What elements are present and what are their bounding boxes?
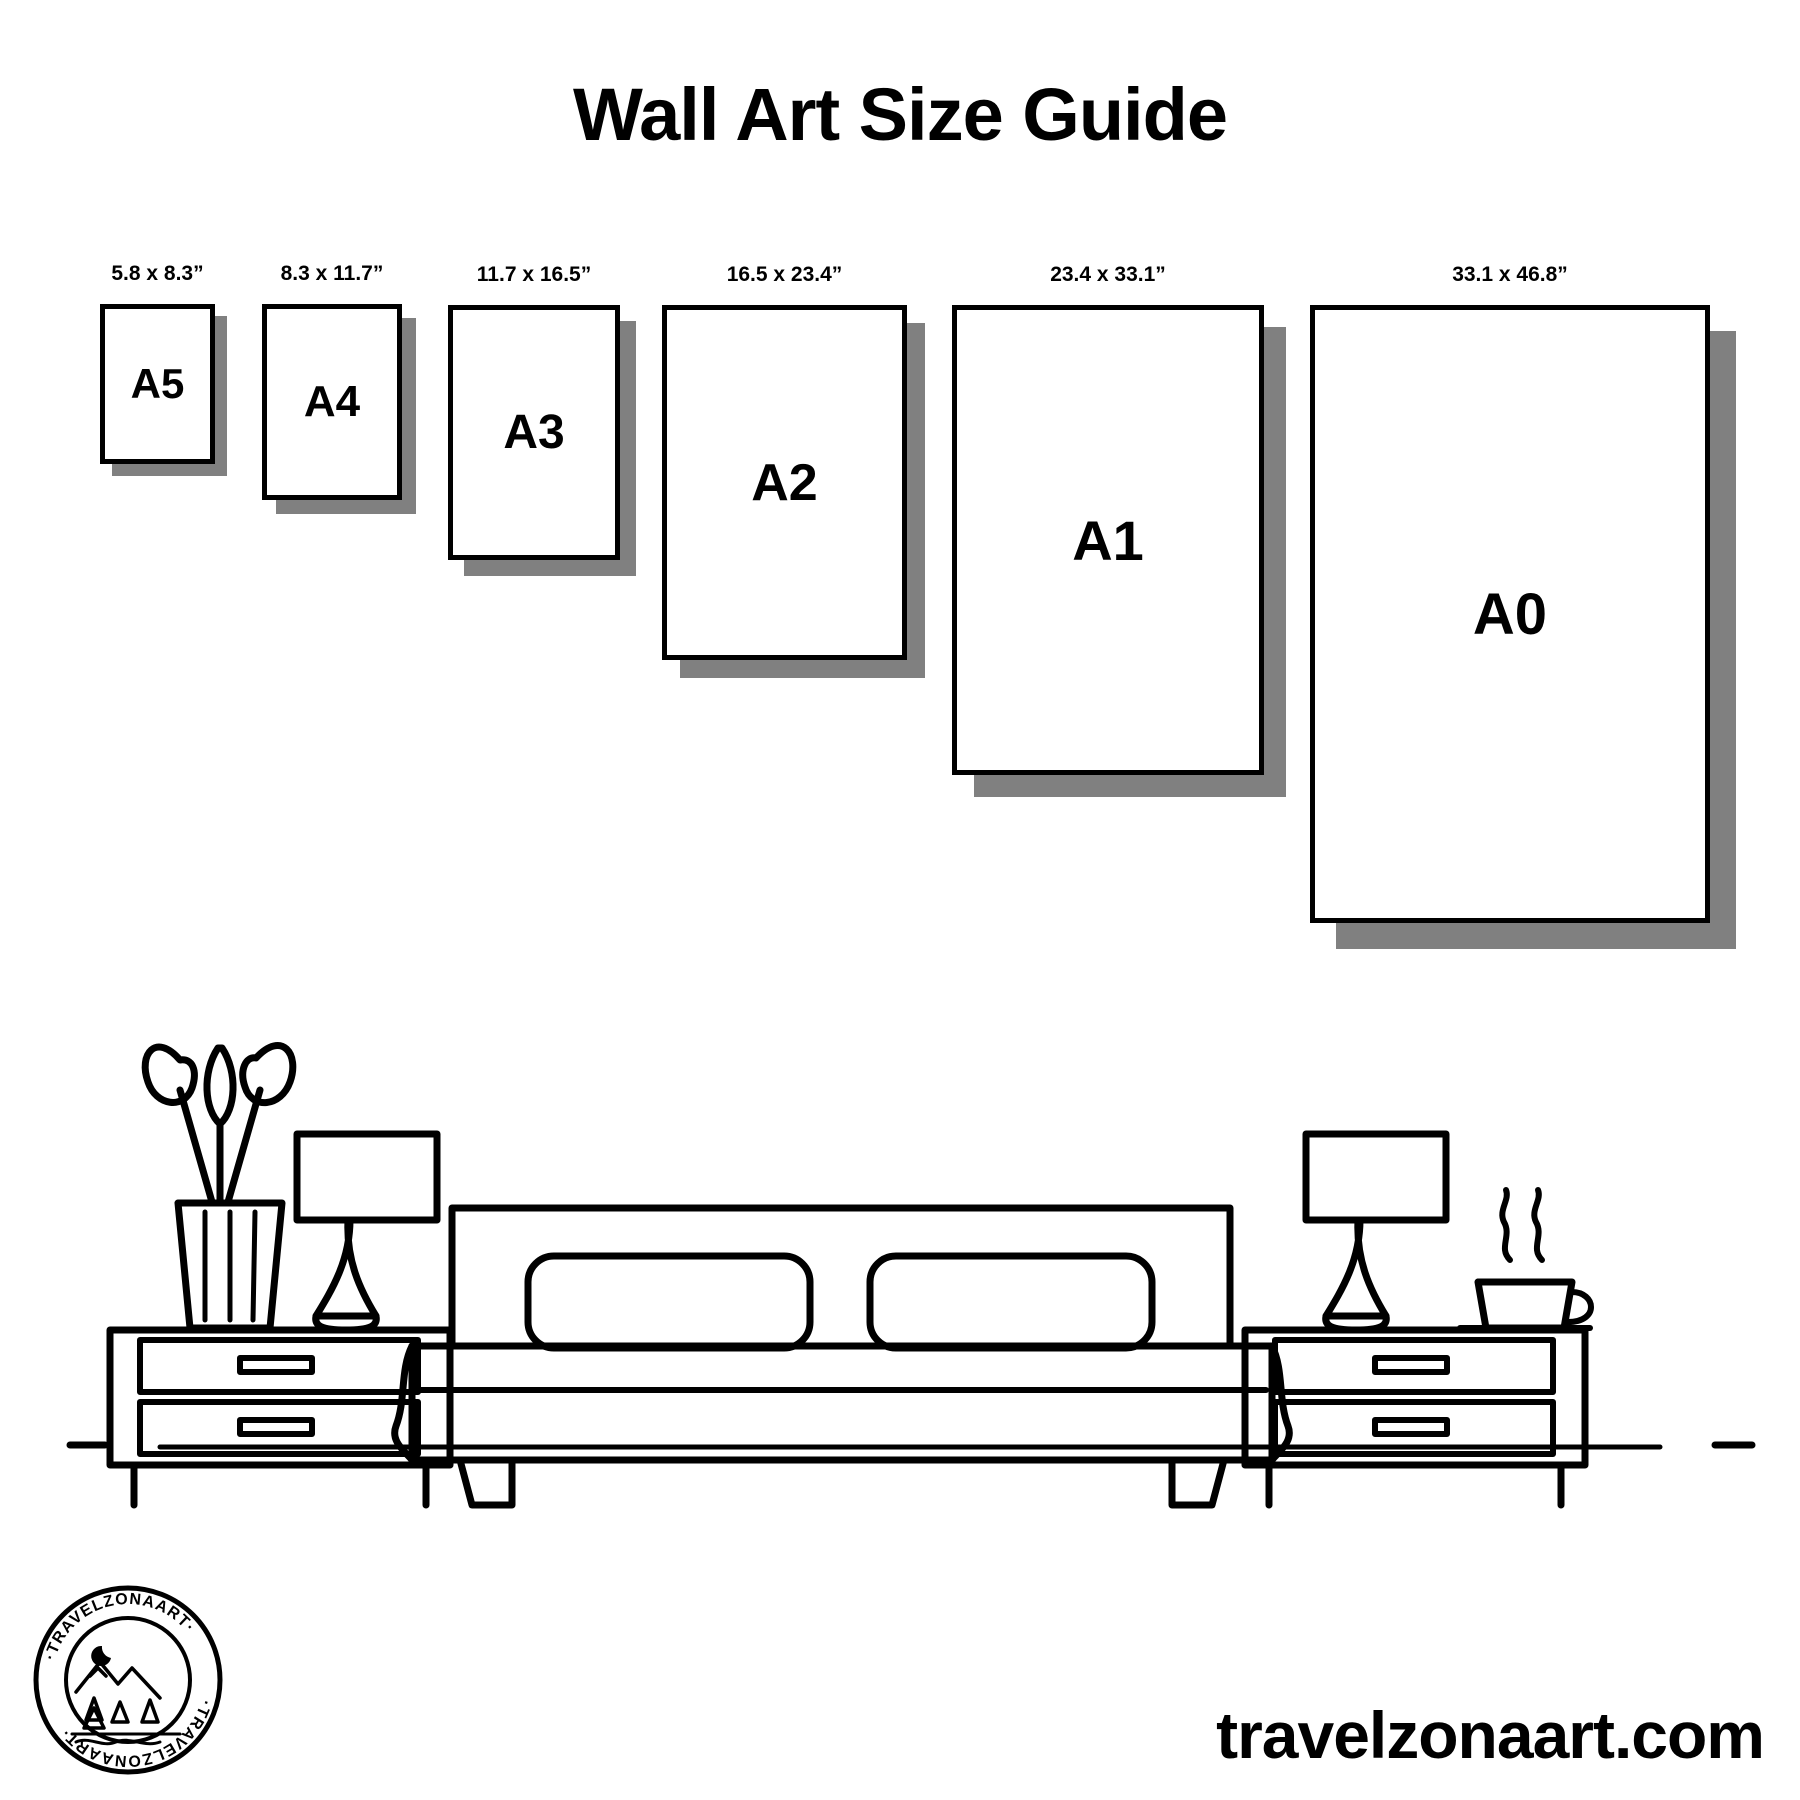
- frame-box-a3[interactable]: [448, 305, 620, 560]
- bed-illustration: [395, 1208, 1290, 1505]
- frame-group-a3[interactable]: [448, 263, 620, 560]
- plant-vase-icon: [145, 1046, 293, 1328]
- frame-group-a1[interactable]: [952, 263, 1264, 775]
- frame-dimensions-a4: 8.3 x 11.7”: [280, 262, 384, 285]
- nightstand-right: [1245, 1330, 1585, 1505]
- frame-box-a2[interactable]: [662, 305, 907, 660]
- frame-group-a0[interactable]: [1310, 263, 1710, 923]
- frame-box-a1[interactable]: [952, 305, 1264, 775]
- frame-label-a5: A5: [130, 360, 185, 407]
- frame-label-a1: A1: [1072, 508, 1144, 572]
- website-url[interactable]: travelzonaart.com: [1216, 1698, 1764, 1772]
- table-lamp-right-icon: [1306, 1134, 1446, 1330]
- frame-dimensions-a3: 11.7 x 16.5”: [476, 263, 592, 286]
- frame-label-a3: A3: [503, 406, 565, 459]
- svg-text:·TRAVELZONAART·: ·TRAVELZONAART·: [57, 1697, 215, 1770]
- frame-dimensions-a0: 33.1 x 46.8”: [1452, 263, 1568, 286]
- frame-dimensions-a1: 23.4 x 33.1”: [1050, 263, 1166, 286]
- frame-label-a4: A4: [303, 377, 361, 426]
- frame-group-a4[interactable]: [262, 262, 402, 500]
- frame-dimensions-a5: 5.8 x 8.3”: [111, 262, 204, 285]
- svg-text:·TRAVELZONAART·: ·TRAVELZONAART·: [41, 1590, 199, 1663]
- brand-logo[interactable]: [28, 1580, 228, 1780]
- frame-box-a5[interactable]: [100, 304, 215, 464]
- table-lamp-left-icon: [297, 1134, 437, 1330]
- frame-label-a0: A0: [1472, 581, 1548, 647]
- frame-group-a5[interactable]: [100, 262, 215, 464]
- frame-box-a4[interactable]: [262, 304, 402, 500]
- frame-dimensions-a2: 16.5 x 23.4”: [726, 263, 843, 286]
- frame-label-a2: A2: [751, 453, 818, 512]
- frame-box-a0[interactable]: [1310, 305, 1710, 923]
- coffee-cup-icon: [1460, 1190, 1591, 1328]
- bedroom-scene-illustration: [60, 960, 1760, 1520]
- page-title: Wall Art Size Guide: [573, 73, 1227, 156]
- frame-group-a2[interactable]: [662, 263, 907, 660]
